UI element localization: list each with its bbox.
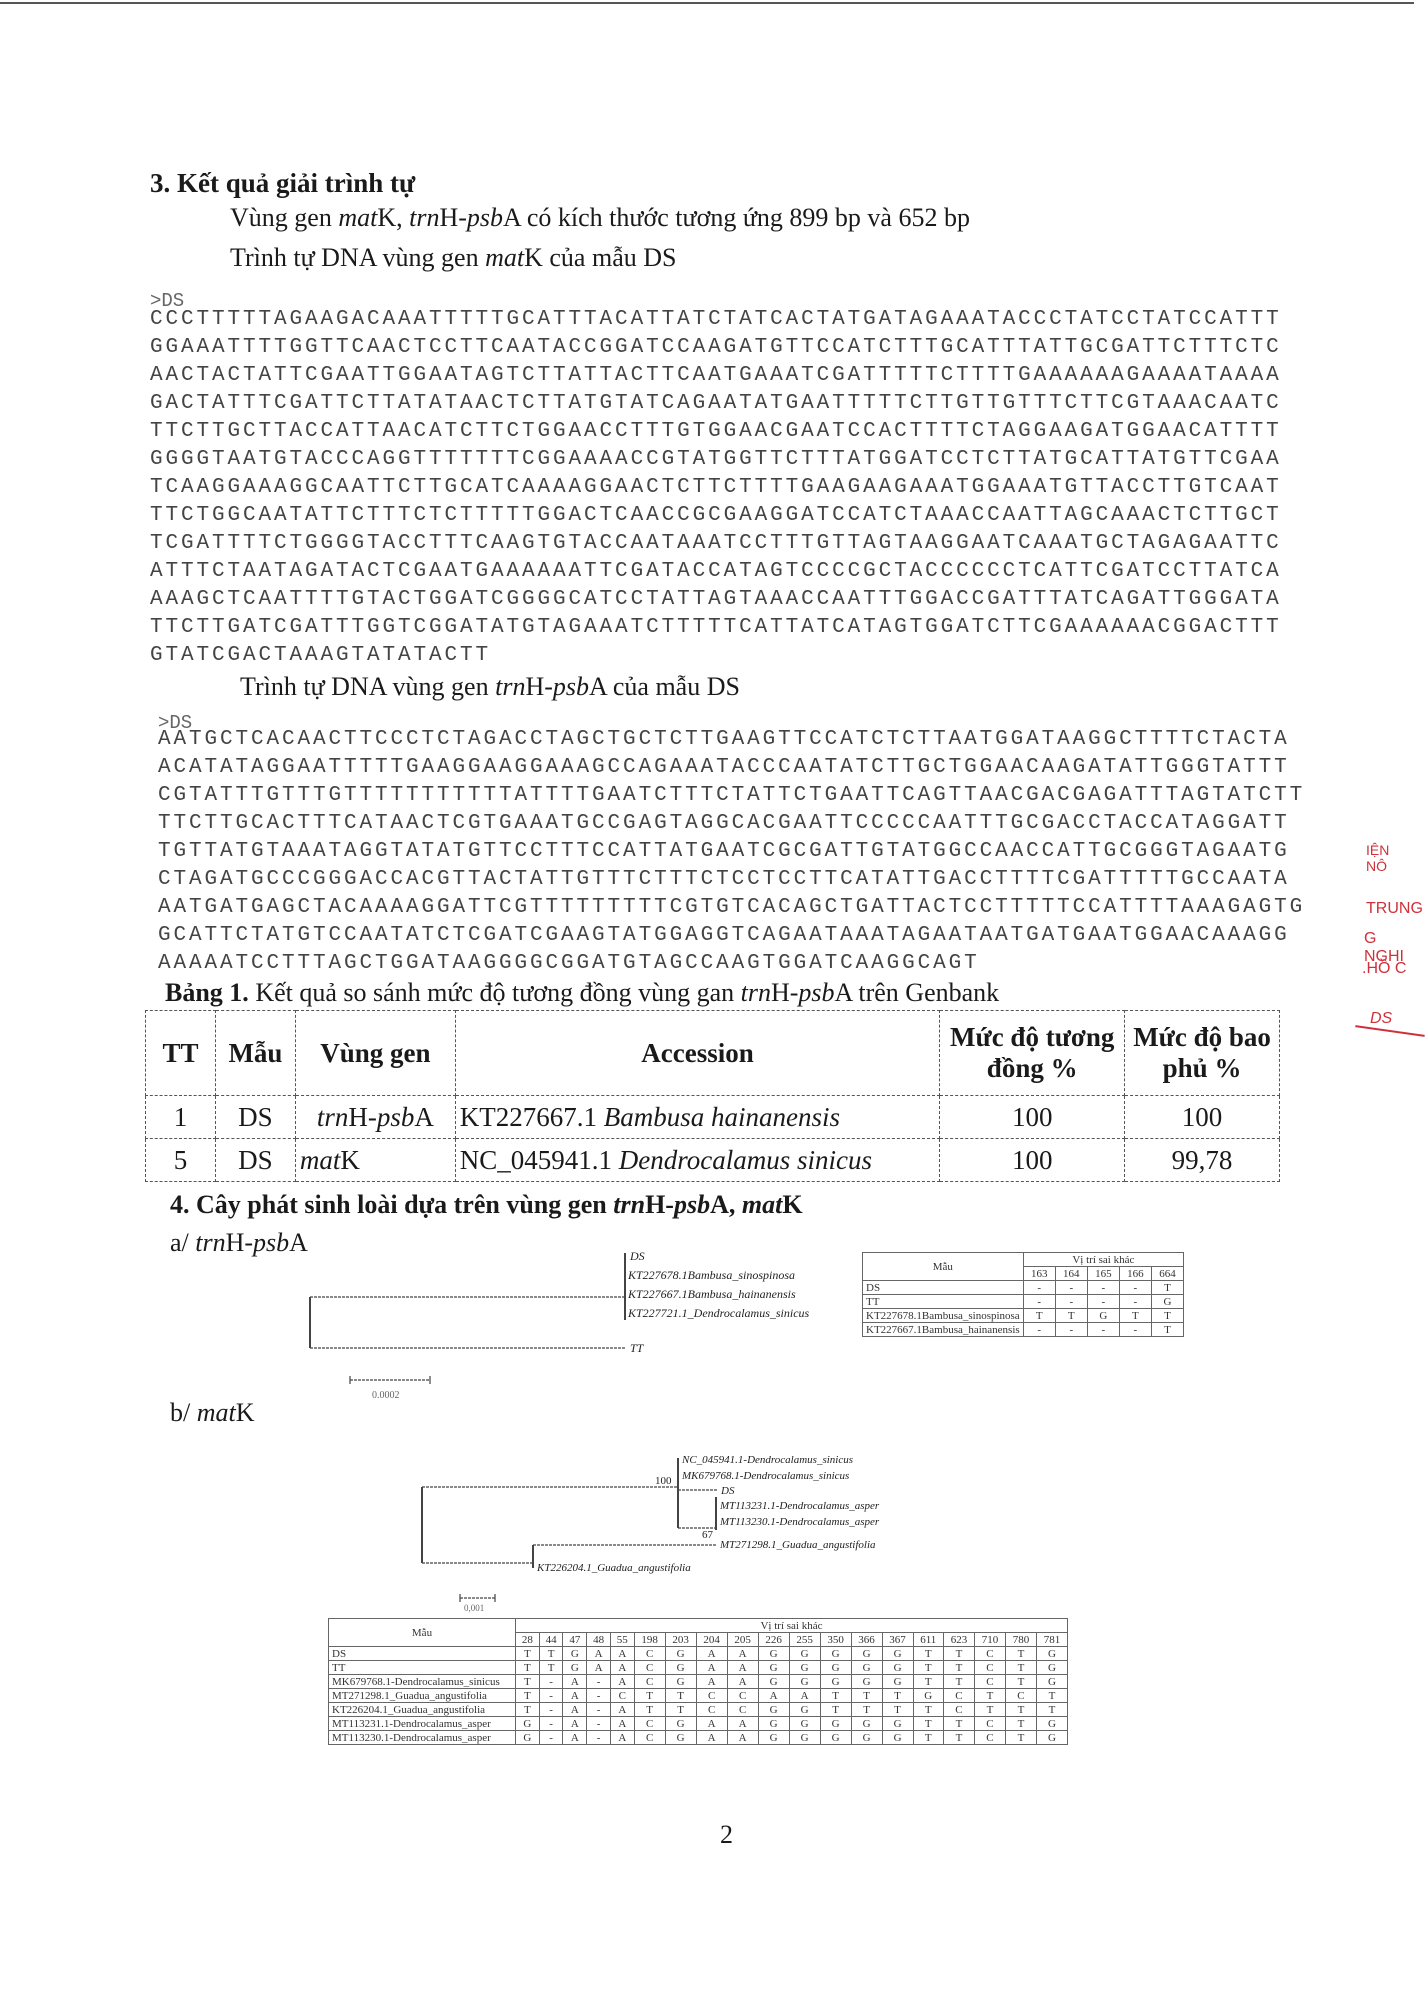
sample-name: TT (863, 1295, 1024, 1309)
header-coverage: Mức độ bao phủ % (1125, 1011, 1280, 1096)
base-cell: - (1087, 1295, 1119, 1309)
tree-a-label: KT227721.1_Dendrocalamus_sinicus (628, 1306, 810, 1320)
base-cell: - (1023, 1323, 1055, 1337)
base-cell: T (943, 1647, 974, 1661)
base-cell: G (758, 1717, 789, 1731)
tree-b-label: NC_045941.1-Dendrocalamus_sinicus (682, 1454, 854, 1466)
base-cell: - (1023, 1281, 1055, 1295)
base-cell: T (943, 1717, 974, 1731)
base-cell: T (1151, 1323, 1183, 1337)
base-cell: G (758, 1661, 789, 1675)
base-cell: - (539, 1689, 563, 1703)
base-cell: T (1023, 1309, 1055, 1323)
trnh-fasta-header: >DS (158, 712, 193, 734)
base-cell: G (665, 1675, 696, 1689)
base-cell: G (882, 1647, 913, 1661)
tree-a-scale-label: 0.0002 (372, 1390, 400, 1401)
base-cell: T (1005, 1717, 1036, 1731)
sample-name: MT271298.1_Guadua_angustifolia (329, 1689, 516, 1703)
sample-header: Mẫu (863, 1253, 1024, 1281)
tree-a-label: DS (630, 1249, 645, 1263)
position-header: Vị trí sai khác (1023, 1253, 1183, 1267)
base-cell: A (696, 1647, 727, 1661)
base-cell: A (587, 1647, 611, 1661)
cell-accession: KT227667.1 Bambusa hainanensis (455, 1096, 940, 1139)
variant-row (329, 1675, 1068, 1689)
base-cell: A (563, 1703, 587, 1717)
sample-name: DS (863, 1281, 1024, 1295)
base-cell: G (758, 1675, 789, 1689)
sequence-line: TGTTATGTAAATAGGTATATGTTCCTTTCCATTATGAATCGCGATTGTATGGCCAACCATTGCGGGTAGAATG (158, 840, 1290, 863)
sequence-line: GTATCGACTAAAGTATATACTT (150, 644, 492, 667)
base-cell: G (665, 1717, 696, 1731)
base-cell: A (563, 1731, 587, 1745)
base-cell: G (882, 1717, 913, 1731)
base-cell: T (1151, 1281, 1183, 1295)
sequence-line: TTCTTGCTTACCATTAACATCTTCTGGAACCTTTGTGGAACGAATCCACTTTTCTAGGAAGATGGAACATTTT (150, 420, 1282, 443)
base-cell: T (1036, 1689, 1067, 1703)
base-cell: T (913, 1661, 943, 1675)
base-cell: - (1119, 1295, 1151, 1309)
bootstrap-value: 67 (702, 1529, 713, 1541)
base-cell: A (727, 1675, 758, 1689)
header-sample: Mẫu (215, 1011, 295, 1096)
cell-gene: trnH-psbA (295, 1096, 455, 1139)
base-cell: T (1005, 1703, 1036, 1717)
sequence-line: AATGCTCACAACTTCCCTCTAGACCTAGCTGCTCTTGAAGTTCCATCTCTTAATGGATAAGGCTTTTCTACTA (158, 728, 1290, 751)
base-cell: C (634, 1731, 665, 1745)
base-cell: G (851, 1675, 882, 1689)
matk-sequence-title: Trình tự DNA vùng gen matK của mẫu DS (230, 243, 677, 272)
sample-name: TT (329, 1661, 516, 1675)
position-cell: 198 (634, 1633, 665, 1647)
base-cell: T (1005, 1731, 1036, 1745)
base-cell: G (665, 1647, 696, 1661)
base-cell: A (696, 1675, 727, 1689)
cell-sample: DS (215, 1139, 295, 1182)
tree-b-label: MT271298.1_Guadua_angustifolia (720, 1539, 876, 1551)
cell-tt: 5 (146, 1139, 216, 1182)
sequence-line: TCGATTTTCTGGGGTACCTTTCAAGTGTACCAATAAATCCTTTGTTAGTAAGGAATCAAATGCTAGAGAATTC (150, 532, 1282, 555)
base-cell: G (789, 1717, 820, 1731)
base-cell: - (1055, 1323, 1087, 1337)
base-cell: T (943, 1675, 974, 1689)
base-cell: G (665, 1661, 696, 1675)
base-cell: T (913, 1647, 943, 1661)
bootstrap-value: 100 (655, 1475, 672, 1487)
variant-row (329, 1647, 1068, 1661)
base-cell: G (1036, 1675, 1067, 1689)
header-gene-region: Vùng gen (295, 1011, 455, 1096)
base-cell: G (789, 1675, 820, 1689)
base-cell: T (820, 1689, 851, 1703)
sample-name: MK679768.1-Dendrocalamus_sinicus (329, 1675, 516, 1689)
base-cell: G (789, 1731, 820, 1745)
base-cell: T (1119, 1309, 1151, 1323)
section-4-heading: 4. Cây phát sinh loài dựa trên vùng gen trnH-psbA, matK (170, 1190, 803, 1219)
subheading-b: b/ matK (170, 1398, 255, 1427)
base-cell: C (727, 1689, 758, 1703)
cell-tt: 1 (146, 1096, 216, 1139)
base-cell: - (587, 1731, 611, 1745)
position-cell: 203 (665, 1633, 696, 1647)
position-cell: 48 (587, 1633, 611, 1647)
base-cell: A (696, 1661, 727, 1675)
base-cell: T (882, 1703, 913, 1717)
base-cell: - (1055, 1295, 1087, 1309)
base-cell: C (943, 1703, 974, 1717)
variant-row (329, 1703, 1068, 1717)
position-cell: 204 (696, 1633, 727, 1647)
variant-row (863, 1323, 1184, 1337)
header-tt: TT (146, 1011, 216, 1096)
sequence-line: AAAAATCCTTTAGCTGGATAAGGGGCGGATGTAGCCAAGTGGATCAAGGCAGT (158, 952, 980, 975)
position-cell: 664 (1151, 1267, 1183, 1281)
base-cell: T (913, 1703, 943, 1717)
tree-b-label: MT113231.1-Dendrocalamus_asper (720, 1500, 880, 1512)
base-cell: G (665, 1731, 696, 1745)
position-cell: 367 (882, 1633, 913, 1647)
base-cell: C (1005, 1689, 1036, 1703)
base-cell: - (587, 1675, 611, 1689)
base-cell: T (882, 1689, 913, 1703)
base-cell: T (913, 1731, 943, 1745)
base-cell: T (634, 1689, 665, 1703)
variant-row (863, 1281, 1184, 1295)
sequence-line: CCCTTTTTAGAAGACAAATTTTTGCATTTACATTATCTATCACTATGATAGAAATACCCTATCCTATCCATTT (150, 308, 1282, 331)
sequence-line: TTCTTGATCGATTTGGTCGGATATGTAGAAATCTTTTTCATTATCATAGTGGATCTTCGAAAAAACGGACTTT (150, 616, 1282, 639)
position-cell: 28 (516, 1633, 540, 1647)
sequence-line: ATTTCTAATAGATACTCGAATGAAAAAATTCGATACCATAGTCCCCGCTACCCCCCTCATTCGATCCTTATCA (150, 560, 1282, 583)
position-cell: 623 (943, 1633, 974, 1647)
cell-gene: matK (295, 1139, 455, 1182)
base-cell: - (1119, 1281, 1151, 1295)
position-cell: 350 (820, 1633, 851, 1647)
variant-row (863, 1309, 1184, 1323)
cell-identity: 100 (940, 1139, 1125, 1182)
base-cell: T (1151, 1309, 1183, 1323)
base-cell: A (610, 1703, 634, 1717)
base-cell: - (1087, 1323, 1119, 1337)
trnh-sequence-title: Trình tự DNA vùng gen trnH-psbA của mẫu DS (240, 672, 740, 701)
base-cell: G (913, 1689, 943, 1703)
base-cell: A (789, 1689, 820, 1703)
base-cell: G (820, 1717, 851, 1731)
base-cell: A (563, 1689, 587, 1703)
base-cell: A (563, 1717, 587, 1731)
base-cell: G (758, 1731, 789, 1745)
base-cell: T (913, 1675, 943, 1689)
base-cell: C (974, 1675, 1005, 1689)
base-cell: G (789, 1661, 820, 1675)
base-cell: T (943, 1731, 974, 1745)
tree-b-scale-label: 0,001 (464, 1603, 485, 1613)
sequence-line: AATGATGAGCTACAAAAGGATTCGTTTTTTTTTCGTGTCACAGCTGATTACTCCTTTTTCCATTTTAAAGAGTG (158, 896, 1306, 919)
base-cell: T (820, 1703, 851, 1717)
base-cell: T (665, 1703, 696, 1717)
variant-row (863, 1295, 1184, 1309)
position-cell: 205 (727, 1633, 758, 1647)
base-cell: A (610, 1647, 634, 1661)
base-cell: G (882, 1661, 913, 1675)
base-cell: G (882, 1675, 913, 1689)
cell-sample: DS (215, 1096, 295, 1139)
base-cell: G (789, 1647, 820, 1661)
base-cell: A (587, 1661, 611, 1675)
base-cell: T (851, 1689, 882, 1703)
base-cell: T (1005, 1675, 1036, 1689)
base-cell: G (820, 1675, 851, 1689)
base-cell: A (696, 1717, 727, 1731)
base-cell: T (516, 1703, 540, 1717)
tree-a-label: TT (630, 1341, 644, 1355)
base-cell: G (820, 1731, 851, 1745)
variant-row (329, 1717, 1068, 1731)
matk-fasta-header: >DS (150, 290, 185, 312)
base-cell: T (516, 1647, 540, 1661)
variant-header-row (329, 1619, 1068, 1633)
position-cell: 781 (1036, 1633, 1067, 1647)
base-cell: C (634, 1661, 665, 1675)
base-cell: A (610, 1731, 634, 1745)
base-cell: C (696, 1689, 727, 1703)
base-cell: T (1005, 1661, 1036, 1675)
sequence-line: GCATTCTATGTCCAATATCTCGATCGAAGTATGGAGGTCAGAATAAATAGAATAATGATGAATGGAACAAAGG (158, 924, 1290, 947)
base-cell: T (516, 1661, 540, 1675)
matk-variant-table (328, 1618, 1068, 1745)
base-cell: - (587, 1689, 611, 1703)
document-page: 3. Kết quả giải trình tự Vùng gen matK, trnH-psbA có kích thước tương ứng 899 bp và 652 bp Trình tự DNA vùng gen matK của mẫu DS >DS CCCTTTTTAGAAGACAAATTTTTGCATTTACATTATCTATCACTATGATAGAAATACCCTATCCTATCCATTT GGAAATTTTGGTTCAACTCCTTCAATACCGGATCCAAGATGTTCCATCTTTGCATTTATTGCGATTCTTTCTC AACTACTATTCGAATTGGAATAGTCTTATTACTTCAATGAAATCGATTTTTCTTTTGAAAAAAGAAAATAAAA GACTATTTCGATTCTTATATAACTCTTATGTATCAGAATATGAATTTTTCTTGTTGTTTCTTCGTAAACAATC TTCTTGCTTACCATTAACATCTTCTGGAACCTTTGTGGAACGAATCCACTTTTCTAGGAAGATGGAACATTTT GGGGTAATGTACCCAGGTTTTTTTCGGAAAACCGTATGGTTCTTTATGGATCCTCTTATGCATTATGTTCGAA TCAAGGAAAGGCAATTCTTGCATCAAAAGGAACTCTTCTTTTGAAGAAGAAATGGAAATGTTACCTTGTCAAT TTCTGGCAATATTCTTTCTCTTTTTGGACTCAACCGCGAAGGATCCATCTAAACCAATTAGCAAACTCTTGCT TCGATTTTCTGGGGTACCTTTCAAGTGTACCAATAAATCCTTTGTTAGTAAGGAATCAAATGCTAGAGAATTC ATTTCTAATAGATACTCGAATGAAAAAATTCGATACCATAGTCCCCGCTACCCCCCTCATTCGATCCTTATCA AAAGCTCAATTTTGTACTGGATCGGGGCATCCTATTAGTAAACCAATTTGGACCGATTTATCAGATTGGGATA TTCTTGATCGATTTGGTCGGATATGTAGAAATCTTTTTCATTATCATAGTGGATCTTCGAAAAAACGGACTTT GTATCGACTAAAGTATATACTT Trình tự DNA vùng gen trnH-psbA của mẫu DS >DS AATGCTCACAACTTCCCTCTAGACCTAGCTGCTCTTGAAGTTCCATCTCTTAATGGATAAGGCTTTTCTACTA ACATATAGGAATTTTTGAAGGAAGGAAAGCCAGAAATACCCAATATCTTGCTGGAACAAGATATTGGGTATTT CGTATTTGTTTGTTTTTTTTTTTATTTTGAATCTTTCTATTCTGAATTCAGTTAACGACGAGATTTAGTATCTT TTCTTGCACTTTCATAACTCGTGAAATGCCGAGTAGGCACGAATTCCCCCAATTTGCGACCTACCATAGGATT TGTTATGTAAATAGGTATATGTTCCTTTCCATTATGAATCGCGATTGTATGGCCAACCATTGCGGGTAGAATG CTAGATGCCCGGGACCACGTTACTATTGTTTCTTTCTCCTCCTTCATATTGACCTTTTCGATTTTTGCCAATA AATGATGAGCTACAAAAGGATTCGTTTTTTTTTCGTGTCACAGCTGATTACTCCTTTTTCCATTTTAAAGAGTG GCATTCTATGTCCAATATCTCGATCGAAGTATGGAGGTCAGAATAAATAGAATAATGATGAATGGAACAAAGG AAAAATCCTTTAGCTGGATAAGGGGCGGATGTAGCCAAGTGGATCAAGGCAGT Bảng 1. Kết quả so sánh mức độ tương đồng vùng gan trnH-psbA trên Genbank TT Mẫu Vùng gen Accession Mức độ tương đồng % Mức độ bao phủ % 1 DS trnH-psbA KT227667.1 Bambusa hainanensis 100 100 5 DS matK NC_045941.1 Dendrocalamus sinicus 100 99,78 4. Cây phát sinh loài dựa trên vùng gen trnH-psbA, matK a/ trnH-psbA DS KT227678.1Bambusa_sinospinosa KT227667.1Bambusa_hainanensis KT227721.1_Dendrocalamus_sinicus TT 0.0002 NC_045941.1-Dendrocalamus_sinicus MK679768.1-Dendrocalamus_sinicus DS MT113231.1-Dendrocalamus_asper MT113230.1-Dendrocalamus_asper MT271298.1_Guadua_angustifolia KT226204.1_Guadua_angustifolia 100 67 0,001 Mẫu Vị trí sai khác 163 164 165 166 664 DS - - - - T TT - - - - G KT227678.1Bambusa_sinospinosa T T G T T KT227667.1Bambusa_hainanensis - - - - T b/ matK Mẫu Vị trí sai khác 28 44 47 48 55 198 203 204 205 226 255 350 366 367 611 623 710 780 781 DS T T G A A C G A A G G G G G T T C T G TT T T G A A C G A A G G G G G T T C T G MK679768.1-Dendrocalamus_sinicus T - A - A C G A A G G G G G T T C T G MT271298.1_Guadua_angustifolia T - A - C T T C C A A T T T G C T C T KT226204.1_Guadua_angustifolia T - A - A T T C C G G T T T T C T T T MT113231.1-Dendrocalamus_asper G - A - A C G A A G G G G G T T C T G MT113230.1-Dendrocalamus_asper G - A - A C G A A G G G G G T T C T G 2 IỆN NÔ TRUNG G NGHI .HỒ C DS (0, 0, 1414, 2000)
base-cell: G (851, 1731, 882, 1745)
sample-name: MT113230.1-Dendrocalamus_asper (329, 1731, 516, 1745)
sequence-line: CGTATTTGTTTGTTTTTTTTTTTATTTTGAATCTTTCTATTCTGAATTCAGTTAACGACGAGATTTAGTATCTT (158, 784, 1306, 807)
base-cell: C (727, 1703, 758, 1717)
base-cell: G (1036, 1731, 1067, 1745)
tree-b-label: MT113230.1-Dendrocalamus_asper (720, 1516, 880, 1528)
base-cell: G (1036, 1647, 1067, 1661)
sample-name: KT227667.1Bambusa_hainanensis (863, 1323, 1024, 1337)
sample-name: KT226204.1_Guadua_angustifolia (329, 1703, 516, 1717)
base-cell: T (913, 1717, 943, 1731)
base-cell: C (696, 1703, 727, 1717)
base-cell: G (758, 1647, 789, 1661)
position-cell: 47 (563, 1633, 587, 1647)
base-cell: - (1055, 1281, 1087, 1295)
tree-a-label: KT227678.1Bambusa_sinospinosa (628, 1268, 796, 1282)
base-cell: G (851, 1661, 882, 1675)
base-cell: C (943, 1689, 974, 1703)
base-cell: G (882, 1731, 913, 1745)
position-cell: 255 (789, 1633, 820, 1647)
base-cell: C (974, 1731, 1005, 1745)
sample-name: DS (329, 1647, 516, 1661)
position-cell: 166 (1119, 1267, 1151, 1281)
base-cell: A (610, 1661, 634, 1675)
base-cell: - (1023, 1295, 1055, 1309)
tree-a-label: KT227667.1Bambusa_hainanensis (628, 1287, 796, 1301)
base-cell: - (1087, 1281, 1119, 1295)
base-cell: A (610, 1717, 634, 1731)
base-cell: G (1087, 1309, 1119, 1323)
header-identity: Mức độ tương đồng % (940, 1011, 1125, 1096)
tree-b-label: KT226204.1_Guadua_angustifolia (537, 1562, 691, 1574)
base-cell: T (1005, 1647, 1036, 1661)
variant-row (329, 1731, 1068, 1745)
position-cell: 165 (1087, 1267, 1119, 1281)
base-cell: T (943, 1661, 974, 1675)
position-cell: 366 (851, 1633, 882, 1647)
sequence-line: GACTATTTCGATTCTTATATAACTCTTATGTATCAGAATATGAATTTTTCTTGTTGTTTCTTCGTAAACAATC (150, 392, 1282, 415)
position-cell: 55 (610, 1633, 634, 1647)
base-cell: T (539, 1647, 563, 1661)
base-cell: - (539, 1703, 563, 1717)
base-cell: G (563, 1647, 587, 1661)
position-cell: 780 (1005, 1633, 1036, 1647)
position-cell: 710 (974, 1633, 1005, 1647)
header-accession: Accession (455, 1011, 940, 1096)
section-3-heading: 3. Kết quả giải trình tự (150, 168, 416, 198)
base-cell: T (851, 1703, 882, 1717)
position-cell: 164 (1055, 1267, 1087, 1281)
base-cell: - (539, 1717, 563, 1731)
position-cell: 44 (539, 1633, 563, 1647)
base-cell: G (789, 1703, 820, 1717)
base-cell: - (539, 1675, 563, 1689)
sequence-line: GGGGTAATGTACCCAGGTTTTTTTCGGAAAACCGTATGGTTCTTTATGGATCCTCTTATGCATTATGTTCGAA (150, 448, 1282, 471)
base-cell: T (1036, 1703, 1067, 1717)
sequence-line: TTCTGGCAATATTCTTTCTCTTTTTGGACTCAACCGCGAAGGATCCATCTAAACCAATTAGCAAACTCTTGCT (150, 504, 1282, 527)
tree-b-label: MK679768.1-Dendrocalamus_sinicus (682, 1470, 850, 1482)
position-cell: 611 (913, 1633, 943, 1647)
base-cell: T (516, 1675, 540, 1689)
base-cell: A (563, 1675, 587, 1689)
base-cell: G (563, 1661, 587, 1675)
base-cell: G (1036, 1717, 1067, 1731)
tree-b-label: DS (721, 1485, 735, 1497)
base-cell: C (974, 1647, 1005, 1661)
sequence-line: AACTACTATTCGAATTGGAATAGTCTTATTACTTCAATGAAATCGATTTTTCTTTTGAAAAAAGAAAATAAAA (150, 364, 1282, 387)
cell-accession: NC_045941.1 Dendrocalamus sinicus (455, 1139, 940, 1182)
base-cell: T (516, 1689, 540, 1703)
base-cell: G (1151, 1295, 1183, 1309)
tree-a-branches (310, 1253, 625, 1384)
base-cell: G (516, 1717, 540, 1731)
base-cell: T (1055, 1309, 1087, 1323)
sequence-line: ACATATAGGAATTTTTGAAGGAAGGAAAGCCAGAAATACCCAATATCTTGCTGGAACAAGATATTGGGTATTT (158, 756, 1290, 779)
base-cell: T (974, 1703, 1005, 1717)
base-cell: C (610, 1689, 634, 1703)
sequence-line: TCAAGGAAAGGCAATTCTTGCATCAAAAGGAACTCTTCTTTTGAAGAAGAAATGGAAATGTTACCTTGTCAAT (150, 476, 1282, 499)
base-cell: T (974, 1689, 1005, 1703)
base-cell: T (665, 1689, 696, 1703)
base-cell: A (696, 1731, 727, 1745)
base-cell: C (634, 1675, 665, 1689)
variant-row (329, 1661, 1068, 1675)
base-cell: A (758, 1689, 789, 1703)
base-cell: G (758, 1703, 789, 1717)
base-cell: G (851, 1647, 882, 1661)
base-cell: C (974, 1661, 1005, 1675)
sequence-line: TTCTTGCACTTTCATAACTCGTGAAATGCCGAGTAGGCACGAATTCCCCCAATTTGCGACCTACCATAGGATT (158, 812, 1290, 835)
sample-name: MT113231.1-Dendrocalamus_asper (329, 1717, 516, 1731)
cell-identity: 100 (940, 1096, 1125, 1139)
variant-header-row (863, 1253, 1184, 1267)
trnh-variant-table (862, 1252, 1184, 1337)
tree-b-branches (422, 1458, 718, 1602)
sequence-line: CTAGATGCCCGGGACCACGTTACTATTGTTTCTTTCTCCTCCTTCATATTGACCTTTTCGATTTTTGCCAATA (158, 868, 1290, 891)
base-cell: - (1119, 1323, 1151, 1337)
base-cell: A (727, 1731, 758, 1745)
subheading-a: a/ trnH-psbA (170, 1228, 308, 1257)
page-number: 2 (720, 1820, 733, 1849)
base-cell: G (851, 1717, 882, 1731)
base-cell: - (587, 1717, 611, 1731)
cell-coverage: 99,78 (1125, 1139, 1280, 1182)
sample-name: KT227678.1Bambusa_sinospinosa (863, 1309, 1024, 1323)
base-cell: G (820, 1661, 851, 1675)
cell-coverage: 100 (1125, 1096, 1280, 1139)
sample-header: Mẫu (329, 1619, 516, 1647)
base-cell: T (539, 1661, 563, 1675)
position-header: Vị trí sai khác (516, 1619, 1068, 1633)
base-cell: T (634, 1703, 665, 1717)
base-cell: A (727, 1661, 758, 1675)
base-cell: - (539, 1731, 563, 1745)
variant-row (329, 1689, 1068, 1703)
gene-size-line: Vùng gen matK, trnH-psbA có kích thước tương ứng 899 bp và 652 bp (230, 203, 970, 232)
base-cell: C (634, 1717, 665, 1731)
base-cell: A (727, 1717, 758, 1731)
sequence-line: AAAGCTCAATTTTGTACTGGATCGGGGCATCCTATTAGTAAACCAATTTGGACCGATTTATCAGATTGGGATA (150, 588, 1282, 611)
base-cell: A (610, 1675, 634, 1689)
base-cell: C (634, 1647, 665, 1661)
base-cell: G (820, 1647, 851, 1661)
table-1-caption: Bảng 1. Kết quả so sánh mức độ tương đồng vùng gan trnH-psbA trên Genbank (165, 978, 1000, 1007)
base-cell: G (1036, 1661, 1067, 1675)
base-cell: G (516, 1731, 540, 1745)
position-cell: 226 (758, 1633, 789, 1647)
base-cell: A (727, 1647, 758, 1661)
position-cell: 163 (1023, 1267, 1055, 1281)
base-cell: C (974, 1717, 1005, 1731)
sequence-line: GGAAATTTTGGTTCAACTCCTTCAATACCGGATCCAAGATGTTCCATCTTTGCATTTATTGCGATTCTTTCTC (150, 336, 1282, 359)
base-cell: - (587, 1703, 611, 1717)
